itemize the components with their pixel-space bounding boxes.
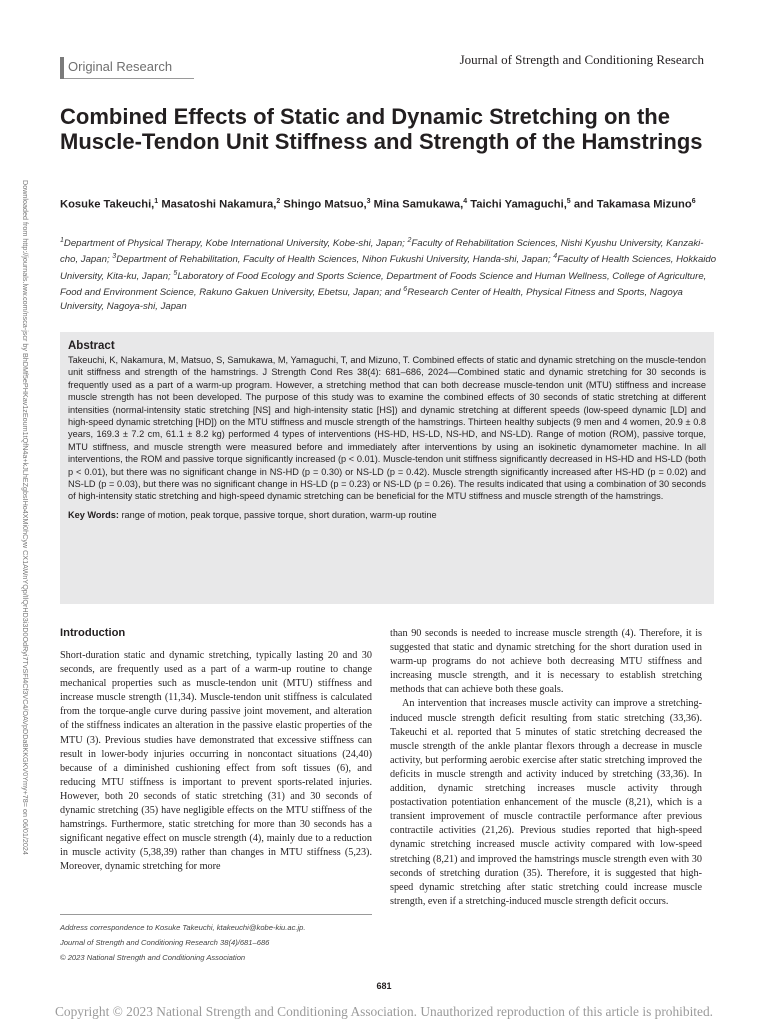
affil-number: 3 bbox=[112, 253, 117, 261]
author-list bbox=[60, 194, 710, 213]
author-affil-marker: 5 bbox=[566, 198, 571, 205]
intro-paragraph: An intervention that increases muscle activity can improve a stretching-induced muscle strength deficit resulting from static stretching (33,36). Takeuchi et al. reported that 5 minutes of static stretching decreased the muscle strength of the ankle plantar flexors through a decrease in muscle activity, but performing aerobic exercise after static stretching improved the deficits in muscle strength and activity induced by stretching (33,36). In addition, dynamic stretching increases muscle activity through postactivation potentiation enhancement of the muscle (8,21), which is a transient improvement of muscle contractile performance after previous contractile activities (21,26). Previous studies reported that high-speed dynamic stretching increased muscle activity compared with low-speed stretching (8,21) and improved the hamstrings muscle strength even with 30 seconds of stretching duration (35). Therefore, it is suggested that high-speed dynamic stretching after static stretching could increase muscle strength, even if a stretching-induced muscle strength deficit occurs. bbox=[390, 698, 702, 907]
author-name: Kosuke Takeuchi, bbox=[60, 198, 155, 211]
author-name: Masatoshi Nakamura, bbox=[161, 198, 277, 211]
keywords bbox=[68, 509, 706, 521]
abstract-heading: Abstract bbox=[68, 340, 115, 352]
author-affil-marker: 1 bbox=[154, 198, 159, 205]
affiliation: Department of Physical Therapy, Kobe International University, Kobe-shi, Japan; bbox=[63, 238, 405, 250]
affiliation: Faculty of Rehabilitation Sciences, Nishi Kyushu University, Kanzaki-cho, Japan; bbox=[60, 238, 704, 266]
affil-number: 1 bbox=[60, 237, 64, 244]
affiliations bbox=[60, 234, 720, 313]
author-name: Shingo Matsuo, bbox=[283, 198, 367, 211]
intro-paragraph: Short-duration static and dynamic stretching, typically lasting 20 and 30 seconds, are frequently used as a part of a warm-up routine to change mechanical properties such as muscle-tendon unit (MTU) stiffness and increase muscle strength (11,34). Muscle-tendon unit stiffness is calculated from the torque-angle curve during passive joint movement, and alteration of the stiffness indicates an alteration in the passive elastic properties of the MTU (3). Previous studies have demonstrated that excessive stiffness can result in lower-body injuries occurring in noncontact situations (24,40) because of a diminished cushioning effect from soft tissues (6), and reducing MTU stiffness is important to prevent sports-related injuries. However, both 20 seconds of static stretching (31) and 30 seconds of dynamic stretching (35) have negligible effects on the MTU stiffness of the hamstrings. Furthermore, static stretching for more than 30 seconds has a significant negative effect on muscle strength (4), mainly due to a reduction in muscle activity (5,38,39) rather than changes in MTU stiffness (5,23). Moreover, dynamic stretching for more bbox=[60, 650, 372, 873]
affiliation: Department of Rehabilitation, Faculty of Health Sciences, Nihon Fukushi University, Handa-shi, Japan; bbox=[116, 254, 551, 266]
section-label bbox=[60, 57, 172, 79]
affiliation: Research Center of Health, Physical Fitness and Sports, Nagoya University, Nagoya-shi, Japan bbox=[60, 287, 683, 312]
author-affil-marker: 6 bbox=[691, 198, 696, 205]
copyright-note: © 2023 National Strength and Conditioning Association bbox=[60, 953, 246, 962]
article-title: Combined Effects of Static and Dynamic Stretching on the Muscle-Tendon Unit Stiffness and Strength of the Hamstrings bbox=[60, 104, 703, 154]
affiliation: Laboratory of Food Ecology and Sports Science, Department of Foods Science and Human Wellness, College of Agriculture, Food and Environment Science, Rakuno Gakuen University, Ebetsu, Japan; and bbox=[60, 270, 707, 299]
author-affil-marker: 4 bbox=[463, 198, 468, 205]
affil-number: 2 bbox=[407, 237, 412, 244]
correspondence-note: Address correspondence to Kosuke Takeuchi, ktakeuchi@kobe-kiu.ac.jp. bbox=[60, 923, 306, 932]
journal-name: Journal of Strength and Conditioning Research bbox=[459, 52, 704, 67]
abstract-text: Takeuchi, K, Nakamura, M, Matsuo, S, Samukawa, M, Yamaguchi, T, and Mizuno, T. Combined effects of static and dynamic stretching on the muscle-tendon unit stiffness and strength of the hamstrings. J Strength Cond Res 38(4): 681–686, 2024—Combined static and dynamic stretching for 30 seconds is frequently used as a part of a warm-up program. However, a stretching method that can both decrease muscle-tendon unit (MTU) stiffness and increase muscle strength has not been developed. The purpose of this study was to examine the combined effects of 30 seconds of static stretching at different intensities (normal-intensity static stretching [NS] and high-intensity static [HS]) and dynamic stretching at different speeds (low-speed dynamic [LD] and high-speed dynamic stretching [HD]) on the MTU stiffness and muscle strength of the hamstrings. Thirteen healthy subjects (9 men and 4 women, 20.9 ± 0.8 years, 169.3 ± 7.2 cm, 61.1 ± 8.2 kg) performed 4 types of interventions (HS-HD, HS-LD, NS-HD, and NS-LD). Range of motion (ROM), passive torque, MTU stiffness, and muscle strength were measured before and immediately after interventions by using an isokinetic dynamometer machine. In all interventions, the ROM and passive torque significantly increased (p < 0.01). Muscle-tendon unit stiffness significantly decreased in HS-HD and HS-LD (both p < 0.01), but there was no significant change in NS-HD (p = 0.30) or NS-LD (p = 0.42). Muscle strength significantly increased after HS-HD (p = 0.02) and NS-LD (p = 0.03), but there was no significant change in HS-LD (p = 0.23) or NS-LD (p = 0.26). The results indicated that using a combination of 30 seconds of high-intensity static stretching and high-speed dynamic stretching can be beneficial for the MTU stiffness and muscle strength of the hamstrings. bbox=[68, 355, 706, 502]
introduction-heading: Introduction bbox=[60, 627, 126, 639]
author-affil-marker: 3 bbox=[366, 198, 371, 205]
author-affil-marker: 2 bbox=[276, 198, 281, 205]
page-number: 681 bbox=[376, 981, 392, 991]
left-column bbox=[60, 627, 372, 875]
keywords-list: range of motion, peak torque, passive torque, short duration, warm-up routine bbox=[121, 509, 437, 520]
author-name: Mina Samukawa, bbox=[373, 198, 464, 211]
affiliation: Faculty of Health Sciences, Hokkaido University, Kita-ku, Japan; bbox=[60, 254, 717, 282]
abstract-box bbox=[60, 332, 714, 604]
affil-number: 6 bbox=[403, 286, 408, 294]
journal-citation: Journal of Strength and Conditioning Research 38(4)/681–686 bbox=[60, 938, 270, 947]
section-label-text: Original Research bbox=[68, 59, 173, 74]
download-sidebar bbox=[4, 180, 34, 855]
right-column bbox=[390, 627, 702, 909]
affil-number: 4 bbox=[553, 253, 558, 261]
author-name: and Takamasa Mizuno bbox=[573, 198, 692, 211]
keywords-label: Key Words: bbox=[68, 509, 119, 520]
author-name: Taichi Yamaguchi, bbox=[470, 198, 567, 211]
footnotes bbox=[60, 914, 372, 965]
download-note: Downloaded from http://journals.lww.com/nsca-jscr by BhDMf5ePHKav1zEoum1tQfN4a+kJLhEZgbsIHo4XMi0hCyw CX1AWnYQp/IlQrHD3i3D0OdRyi7TvSFl4Cf3VC4/OAVpDDa8KKGKV0Ymy+78= on 06/01/2024 bbox=[21, 180, 30, 855]
intro-paragraph: than 90 seconds is needed to increase muscle strength (4). Therefore, it is suggested that static and dynamic stretching for the short duration used in warm-up programs do not achieve both decreasing MTU stiffness and increasing muscle strength, and it is necessary to establish stretching methods that can achieve both these goals. bbox=[390, 628, 702, 696]
copyright-banner: Copyright © 2023 National Strength and Conditioning Association. Unauthorized reproduction of this article is prohibited. bbox=[54, 1004, 714, 1019]
section-rule bbox=[64, 78, 194, 79]
affil-number: 5 bbox=[173, 269, 178, 277]
